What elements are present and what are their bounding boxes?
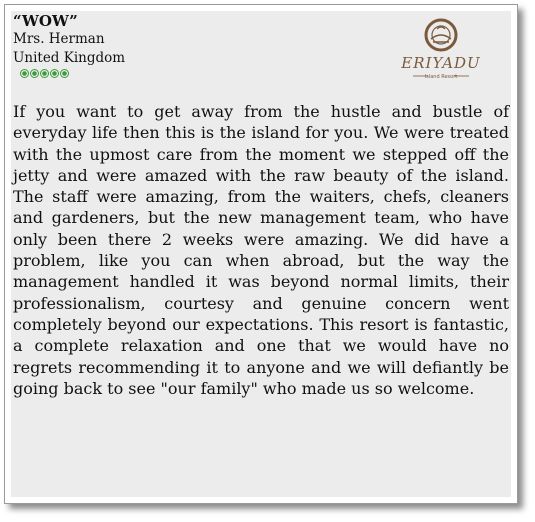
review-header — [13, 13, 313, 78]
eriyadu-logo — [391, 17, 491, 87]
resort-emblem-icon — [426, 20, 456, 50]
review-card — [4, 4, 518, 504]
rating-circle-icon — [50, 69, 59, 78]
rating-circles — [20, 69, 313, 78]
review-body: If you want to get away from the hustle and bustle of everyday life then this is the island for you. We were treated with the upmost care from the moment we stepped off the jetty and were amazed with the raw beauty of the island. The staff were amazing, from the waiters, chefs, cleaners and gardeners, but the new management team, who have only been there 2 weeks were amazing. We did have a problem, like you can when abroad, but the way the management handled it was beyond normal limits, their professionalism, courtesy and genuine concern went completely beyond our expectations. This resort is fantastic, a complete relaxation and one that we would have no regrets recommending it to anyone and we will defiantly be going back to see "our family" who made us so welcome. — [13, 102, 509, 398]
reviewer-name: Mrs. Herman — [13, 31, 105, 47]
logo-tagline: Island Resort — [424, 74, 458, 80]
rating-circle-icon — [40, 69, 49, 78]
logo-wordmark: ERIYADU — [401, 54, 481, 72]
review-title: “WOW” — [13, 12, 78, 30]
review-panel — [11, 11, 511, 497]
reviewer-country: United Kingdom — [13, 50, 126, 66]
rating-circle-icon — [20, 69, 29, 78]
rating-circle-icon — [30, 69, 39, 78]
rating-circle-icon — [60, 69, 69, 78]
